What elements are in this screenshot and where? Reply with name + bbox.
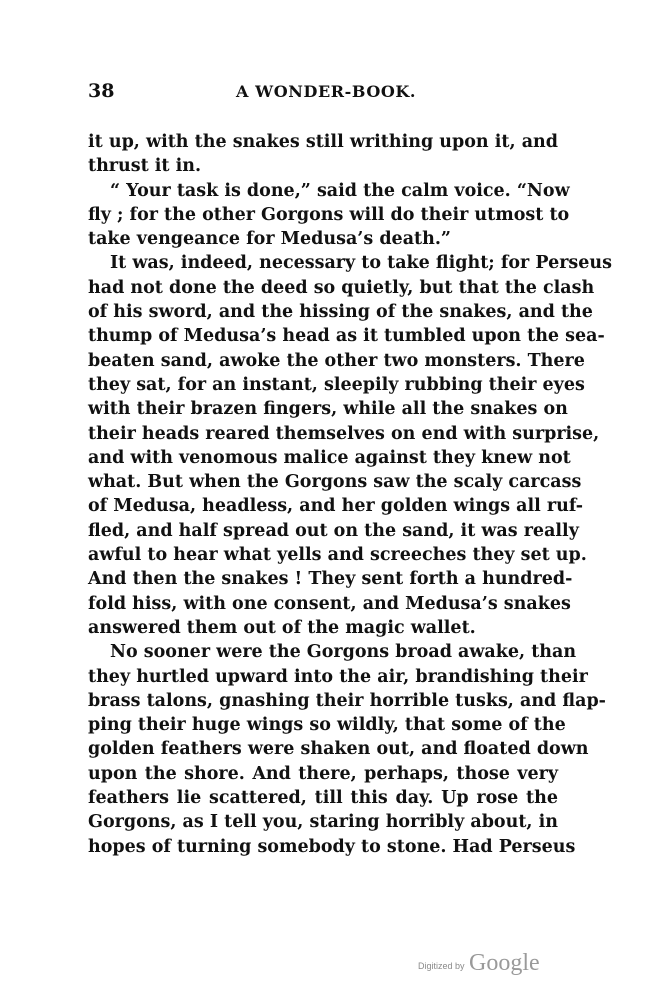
- text-line: of his sword, and the hissing of the snakes, and the: [88, 302, 593, 323]
- text-line: ping their huge wings so wildly, that some of the: [88, 715, 566, 736]
- text-line: hopes of turning somebody to stone. Had Perseus: [88, 836, 576, 857]
- digitization-watermark: [418, 950, 540, 977]
- text-line: fold hiss, with one consent, and Medusa’s snakes: [88, 593, 571, 614]
- text-line: their heads reared themselves on end with surprise,: [88, 423, 600, 444]
- text-line: And then the snakes ! They sent forth a hundred-: [88, 569, 573, 590]
- text-line: they sat, for an instant, sleepily rubbing their eyes: [88, 374, 585, 395]
- text-line: “ Your task is done,” said the calm voice. “Now: [110, 180, 570, 201]
- text-line: take vengeance for Medusa’s death.”: [88, 229, 451, 250]
- text-line: had not done the deed so quietly, but that the clash: [88, 277, 595, 298]
- text-line: No sooner were the Gorgons broad awake, than: [110, 642, 577, 663]
- text-line: awful to hear what yells and screeches they set up.: [88, 545, 587, 566]
- body-text: [88, 130, 612, 859]
- text-line: feathers lie scattered, till this day. Up rose the: [88, 788, 558, 809]
- text-line: it up, with the snakes still writhing upon it, and: [88, 132, 558, 152]
- text-line: answered them out of the magic wallet.: [88, 617, 476, 638]
- text-line: Gorgons, as I tell you, staring horribly about, in: [88, 812, 558, 833]
- text-line: of Medusa, headless, and her golden wings all ruf-: [88, 496, 583, 517]
- text-line: with their brazen fingers, while all the snakes on: [88, 399, 568, 420]
- page-header: [88, 80, 558, 110]
- text-line: thump of Medusa’s head as it tumbled upon the sea-: [88, 326, 605, 347]
- text-line: golden feathers were shaken out, and floated down: [88, 739, 589, 760]
- digitized-by-label: Digitized by: [418, 960, 465, 971]
- text-line: fled, and half spread out on the sand, it was really: [88, 520, 579, 541]
- google-logo: Google: [468, 950, 540, 976]
- text-line: thrust it in.: [88, 156, 202, 177]
- text-line: what. But when the Gorgons saw the scaly carcass: [88, 472, 582, 493]
- text-line: beaten sand, awoke the other two monsters. There: [88, 350, 585, 371]
- text-line: they hurtled upward into the air, brandishing their: [88, 666, 588, 687]
- text-line: upon the shore. And there, perhaps, those very: [88, 763, 558, 784]
- text-line: and with venomous malice against they knew not: [88, 447, 571, 468]
- text-line: brass talons, gnashing their horrible tusks, and flap-: [88, 690, 606, 711]
- page-number: 38: [88, 80, 115, 102]
- running-title: A WONDER-BOOK.: [236, 82, 417, 101]
- text-line: It was, indeed, necessary to take flight; for Perseus: [110, 253, 612, 274]
- text-line: fly ; for the other Gorgons will do their utmost to: [88, 204, 570, 225]
